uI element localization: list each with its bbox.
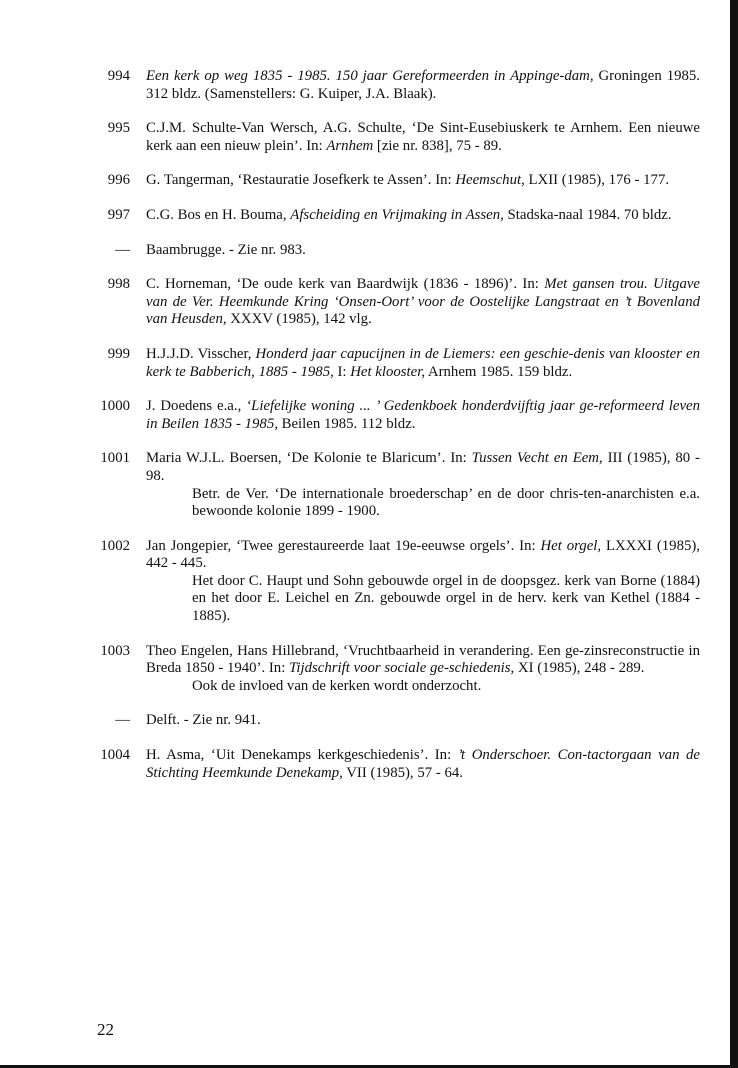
citation-text: Theo Engelen, Hans Hillebrand, ‘Vruchtbaarheid in verandering. Een ge-zinsreconstructie in Breda 1850 - 1940’. In: bbox=[146, 642, 700, 677]
bibliography-entry bbox=[90, 450, 700, 520]
citation-text: J. Doedens e.a., bbox=[146, 398, 247, 415]
citation-text: C.G. Bos en H. Bouma, bbox=[146, 206, 291, 223]
entry-text bbox=[146, 276, 700, 329]
entry-text bbox=[146, 346, 700, 381]
entry-text bbox=[146, 643, 700, 696]
citation-text: G. Tangerman, ‘Restauratie Josefkerk te Assen’. In: bbox=[146, 172, 456, 189]
citation-title-italic: Het klooster, bbox=[350, 363, 426, 380]
bibliography-entry bbox=[90, 276, 700, 329]
citation-title-italic: Een kerk op weg 1835 - 1985. 150 jaar Gereformeerden in Appinge-dam, bbox=[146, 68, 594, 84]
entry-citation bbox=[146, 747, 700, 782]
entry-number: 997 bbox=[107, 206, 130, 223]
entry-citation bbox=[146, 242, 700, 260]
citation-title-italic: Tijdschrift voor sociale ge-schiedenis, bbox=[289, 660, 515, 677]
entry-citation bbox=[146, 68, 700, 103]
citation-title-italic: Tussen Vecht en Eem, bbox=[471, 450, 603, 467]
citation-text: LXXXI (1985), 442 - 445. bbox=[146, 537, 701, 572]
citation-title-italic: Met gansen trou. Uitgave van de Ver. Heemkunde Kring ‘Onsen-Oort’ voor de Oostelijke Langstraat en ’t Bovenland van Heusden, bbox=[146, 276, 700, 328]
entry-number: 995 bbox=[107, 120, 130, 137]
entry-text bbox=[146, 68, 700, 103]
entry-annotation: Het door C. Haupt und Sohn gebouwde orgel in de doopsgez. kerk van Borne (1884) en het door E. Leichel en Zn. gebouwde orgel in de herv. kerk van Kethel (1884 - 1885). bbox=[192, 572, 700, 625]
citation-title-italic: ’t Onderschoer. Con-tactorgaan van de Stichting Heemkunde Denekamp, bbox=[146, 747, 700, 781]
entry-text bbox=[146, 450, 700, 520]
citation-text: Baambrugge. - Zie nr. 983. bbox=[146, 241, 306, 258]
entry-text bbox=[146, 172, 700, 190]
entry-citation bbox=[146, 172, 700, 190]
citation-text: XXXV (1985), 142 vlg. bbox=[226, 311, 372, 328]
citation-text: VII (1985), 57 - 64. bbox=[342, 764, 463, 781]
citation-title-italic: Het orgel, bbox=[540, 537, 602, 554]
entry-annotation: Betr. de Ver. ‘De internationale broederschap’ en de door chris-ten-anarchisten e.a. bewoonde kolonie 1899 - 1900. bbox=[192, 485, 700, 520]
citation-text: Jan Jongepier, ‘Twee gerestaureerde laat 19e-eeuwse orgels’. In: bbox=[146, 537, 541, 554]
entry-text bbox=[146, 747, 700, 782]
citation-text: C. Horneman, ‘De oude kerk van Baardwijk (1836 - 1896)’. In: bbox=[146, 276, 545, 293]
bibliography-entry bbox=[90, 643, 700, 696]
citation-text: H.J.J.D. Visscher, bbox=[146, 345, 256, 362]
entry-text bbox=[146, 207, 700, 225]
citation-title-italic: Honderd jaar capucijnen in de Liemers: een geschie-denis van klooster en kerk te Babberich, 1885 - 1985, bbox=[146, 345, 700, 380]
citation-text: H. Asma, ‘Uit Denekamps kerkgeschiedenis’. In: bbox=[146, 747, 458, 764]
entry-citation bbox=[146, 643, 700, 678]
entry-citation bbox=[146, 398, 700, 433]
entry-number: 1000 bbox=[100, 398, 130, 415]
entry-number: — bbox=[115, 241, 130, 258]
entry-text bbox=[146, 712, 700, 730]
citation-text: LXII (1985), 176 - 177. bbox=[524, 172, 670, 189]
entry-citation bbox=[146, 346, 700, 381]
citation-text: [zie nr. 838], 75 - 89. bbox=[373, 137, 502, 154]
entry-annotation: Ook de invloed van de kerken wordt onderzocht. bbox=[192, 677, 482, 694]
entry-text bbox=[146, 538, 700, 626]
citation-text: Maria W.J.L. Boersen, ‘De Kolonie te Blaricum’. In: bbox=[146, 450, 472, 467]
citation-title-italic: ‘Liefelijke woning ... ’ Gedenkboek honderdvijftig jaar ge-reformeerd leven in Beilen 1835 - 1985, bbox=[146, 398, 700, 432]
citation-title-italic: Arnhem bbox=[326, 137, 374, 154]
bibliography-entry bbox=[90, 747, 700, 782]
citation-title-italic: Afscheiding en Vrijmaking in Assen, bbox=[290, 206, 504, 223]
entry-citation bbox=[146, 207, 700, 225]
bibliography-entry bbox=[90, 172, 700, 190]
entry-text bbox=[146, 120, 700, 155]
entry-number: 1004 bbox=[100, 747, 130, 764]
entry-text bbox=[146, 242, 700, 260]
entry-number: 1002 bbox=[100, 537, 130, 554]
citation-text: XI (1985), 248 - 289. bbox=[514, 660, 645, 677]
entry-citation bbox=[146, 120, 700, 155]
entry-number: 1003 bbox=[100, 642, 130, 659]
citation-text: Arnhem 1985. 159 bldz. bbox=[425, 363, 573, 380]
bibliography-entry bbox=[90, 68, 700, 103]
entry-citation bbox=[146, 276, 700, 329]
bibliography-entry bbox=[90, 242, 700, 260]
bibliography-entry bbox=[90, 398, 700, 433]
citation-text: Groningen 1985. 312 bldz. (Samenstellers: G. Kuiper, J.A. Blaak). bbox=[146, 68, 700, 102]
bibliography-entry bbox=[90, 712, 700, 730]
entry-number: 999 bbox=[107, 345, 130, 362]
entry-citation bbox=[146, 538, 700, 573]
entry-number: 998 bbox=[107, 276, 130, 293]
bibliography-entry bbox=[90, 346, 700, 381]
bibliography-entry bbox=[90, 207, 700, 225]
entry-number: 996 bbox=[107, 172, 130, 189]
entry-text bbox=[146, 398, 700, 433]
citation-text: C.J.M. Schulte-Van Wersch, A.G. Schulte, ‘De Sint-Eusebiuskerk te Arnhem. Een nieuwe kerk aan een nieuw plein’. In: bbox=[146, 120, 700, 154]
entry-number: — bbox=[115, 712, 130, 729]
entry-citation bbox=[146, 450, 700, 485]
bibliography-entry bbox=[90, 538, 700, 626]
entry-citation bbox=[146, 712, 700, 730]
page-edge-bar bbox=[730, 0, 738, 1068]
page-number: 22 bbox=[97, 1020, 114, 1039]
citation-text: III (1985), 80 - 98. bbox=[146, 450, 700, 484]
entry-number: 1001 bbox=[100, 450, 130, 467]
citation-text: I: bbox=[333, 363, 351, 380]
citation-text: Stadska-naal 1984. 70 bldz. bbox=[503, 206, 672, 223]
citation-text: Delft. - Zie nr. 941. bbox=[146, 712, 261, 729]
bibliography-list bbox=[90, 68, 700, 799]
citation-text: Beilen 1985. 112 bldz. bbox=[277, 415, 416, 432]
bibliography-entry bbox=[90, 120, 700, 155]
citation-title-italic: Heemschut, bbox=[455, 172, 525, 189]
entry-number: 994 bbox=[107, 68, 130, 84]
